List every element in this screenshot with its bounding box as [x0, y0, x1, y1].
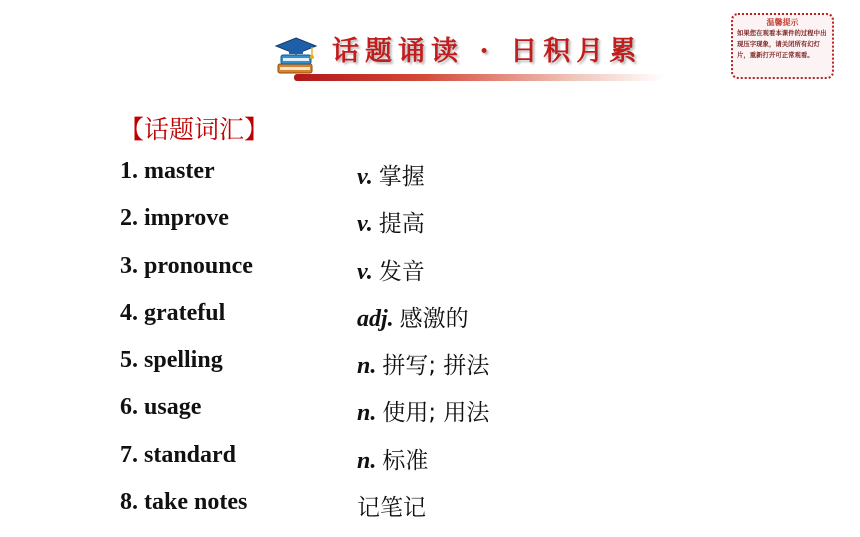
part-of-speech: v. [357, 211, 373, 238]
list-item [120, 152, 680, 199]
list-item [120, 247, 680, 294]
list-item [120, 294, 680, 341]
tip-title: 温馨提示 [766, 18, 799, 27]
page-title: 话题诵读 · 日积月累 [332, 36, 643, 67]
meaning: 标准 [382, 447, 429, 474]
meaning: 掌握 [378, 164, 425, 190]
list-item [120, 199, 680, 246]
list-item [120, 483, 680, 530]
meaning: 提高 [378, 211, 425, 238]
part-of-speech: n. [357, 400, 377, 427]
meaning: 发音 [378, 258, 425, 285]
vocab-term: 1. master [120, 158, 215, 184]
tip-body: 如果您在观看本课件的过程中出现压字现象，请关闭所有幻灯片，重新打开可正常观看。 [737, 29, 827, 59]
vocab-term: 7. standard [120, 441, 237, 468]
part-of-speech: adj. [357, 305, 394, 332]
part-of-speech: n. [357, 447, 377, 474]
meaning: 感激的 [399, 305, 469, 332]
vocab-definition [357, 489, 426, 522]
part-of-speech: v. [357, 164, 373, 190]
vocab-term: 2. improve [120, 205, 229, 232]
banner-underline [294, 74, 664, 81]
vocab-definition [357, 442, 428, 475]
vocab-definition [357, 253, 425, 286]
vocab-term: 5. spelling [120, 347, 223, 374]
vocab-definition [357, 205, 425, 238]
vocab-term: 4. grateful [120, 299, 226, 326]
list-item [120, 388, 680, 435]
vocab-definition [357, 158, 425, 191]
vocab-term: 3. pronounce [120, 252, 253, 279]
vocab-definition [357, 394, 489, 427]
vocab-definition [357, 347, 489, 380]
meaning: 记笔记 [357, 495, 426, 522]
meaning: 使用; 用法 [382, 400, 490, 427]
meaning: 拼写; 拼法 [382, 353, 490, 380]
vocab-list [120, 152, 680, 530]
list-item [120, 341, 680, 388]
section-label: 【话题词汇】 [119, 115, 270, 144]
list-item [120, 436, 680, 483]
vocab-definition [357, 300, 469, 333]
books-graduation-cap-icon [272, 34, 320, 80]
part-of-speech: v. [357, 258, 373, 285]
part-of-speech: n. [357, 353, 377, 380]
vocab-term: 8. take notes [120, 489, 248, 516]
vocab-term: 6. usage [120, 394, 202, 421]
tip-box [731, 13, 834, 79]
header-banner [272, 30, 664, 86]
